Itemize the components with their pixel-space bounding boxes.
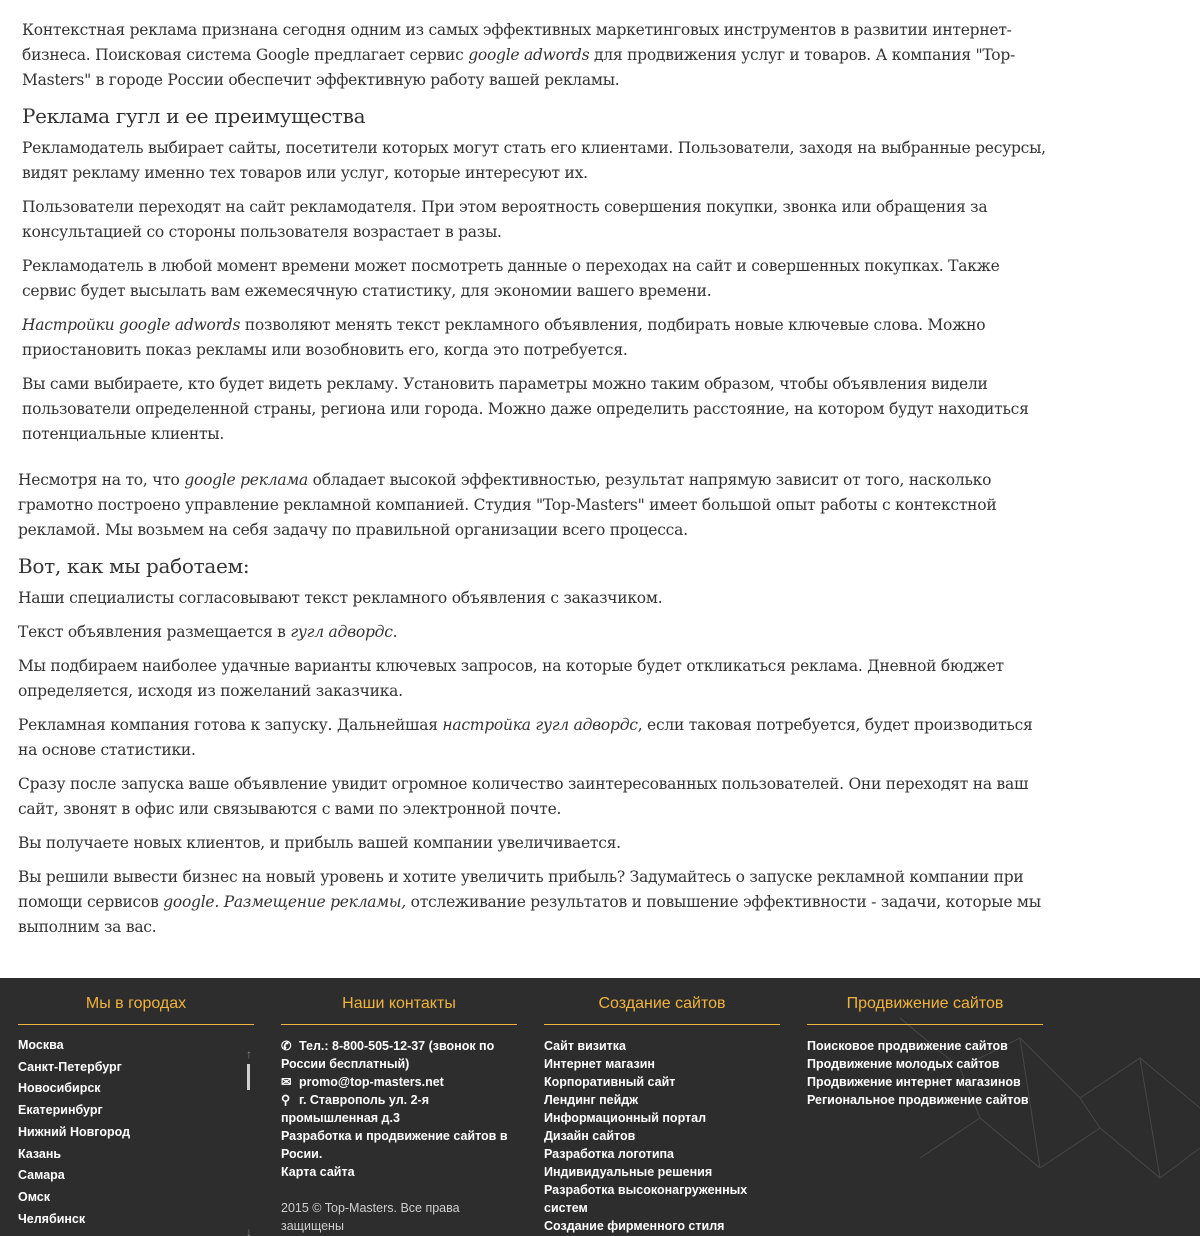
advantage-paragraph-3: Рекламодатель в любой момент времени может посмотреть данные о переходах на сайт и совершенных покупках. Также сервис будет высылать вам ежемесячную статистику, для экономии вашего времени. <box>22 257 1000 300</box>
creation-link[interactable]: Дизайн сайтов <box>544 1129 636 1143</box>
promotion-title: Продвижение сайтов <box>807 992 1043 1025</box>
heading-advantages: Реклама гугл и ее преимущества <box>22 104 366 128</box>
advantage-4-text: позволяют менять текст рекламного объявления, подбирать новые ключевые слова. Можно приостановить показ рекламы или возобновить его, когда это потребуется. <box>22 316 986 359</box>
sitemap-link[interactable]: Карта сайта <box>281 1165 355 1179</box>
advantage-paragraph-1: Рекламодатель выбирает сайты, посетители которых могут стать его клиентами. Пользователи, заходя на выбранные ресурсы, видят рекламу именно тех товаров или услуг, которые интересуют их. <box>22 139 1046 182</box>
step-paragraph-3: Мы подбираем наиболее удачные варианты ключевых запросов, на которые будет откликаться реклама. Дневной бюджет определяется, исходя из пожеланий заказчика. <box>18 657 1004 700</box>
step-2-text-a: Текст объявления размещается в <box>18 623 291 641</box>
step-4-text-a: Рекламная компания готова к запуску. Дальнейшая <box>18 716 443 734</box>
city-link[interactable]: Екатеринбург <box>18 1103 103 1118</box>
city-link[interactable]: Челябинск <box>18 1211 86 1226</box>
step-4-emphasis: настройка гугл адвордс <box>442 716 638 734</box>
creation-link[interactable]: Лендинг пейдж <box>544 1093 639 1107</box>
city-link[interactable]: Санкт-Петербург <box>18 1059 122 1074</box>
map-marker-icon: ⚲ <box>281 1093 291 1107</box>
site-footer <box>0 978 1200 1236</box>
closing-paragraph <box>18 865 1048 940</box>
city-link[interactable]: Москва <box>18 1038 64 1052</box>
promotion-link[interactable]: Продвижение молодых сайтов <box>807 1057 1000 1071</box>
creation-link[interactable]: Корпоративный сайт <box>544 1075 676 1089</box>
summary-text-a: Несмотря на то, что <box>18 471 185 489</box>
creation-link[interactable]: Разработка логотипа <box>544 1147 675 1161</box>
step-paragraph-5: Сразу после запуска ваше объявление увидит огромное количество заинтересованных пользователей. Они переходят на ваш сайт, звонят в офис или связываются с вами по электронной почте. <box>18 775 1029 818</box>
city-link[interactable]: Новосибирск <box>18 1081 101 1096</box>
envelope-icon: ✉ <box>281 1075 292 1089</box>
closing-emphasis: google. Размещение рекламы, <box>163 893 406 911</box>
contacts-list <box>281 1037 517 1181</box>
step-paragraph-1: Наши специалисты согласовывают текст рекламного объявления с заказчиком. <box>18 589 663 607</box>
footer-contacts-column <box>281 992 517 1235</box>
dev-link[interactable]: Разработка и продвижение сайтов в Росии. <box>281 1129 508 1161</box>
promotion-list <box>807 1037 1043 1109</box>
summary-paragraph <box>18 468 1048 543</box>
footer-creation-column <box>544 992 780 1235</box>
footer-cities-column <box>18 992 254 1236</box>
city-link[interactable]: Омск <box>18 1189 51 1204</box>
city-link[interactable]: Самара <box>18 1168 65 1183</box>
email-item[interactable] <box>281 1073 517 1091</box>
promotion-link[interactable]: Продвижение интернет магазинов <box>807 1075 1021 1089</box>
promotion-link[interactable]: Поисковое продвижение сайтов <box>807 1039 1008 1053</box>
creation-link[interactable]: Интернет магазин <box>544 1057 655 1071</box>
intro-paragraph <box>22 18 1052 93</box>
step-paragraph-4 <box>18 713 1048 763</box>
intro-text-a: Контекстная реклама признана сегодня одним из самых эффективных маркетинговых инструментов в развитии интернет-бизнеса. Поисковая система Google предлагает сервис <box>22 21 1012 64</box>
scrollbar-thumb[interactable] <box>247 1064 250 1090</box>
step-2-emphasis: гугл адвордс <box>290 623 393 641</box>
step-2-text-b: . <box>392 623 398 641</box>
article-block-top <box>22 18 1052 456</box>
scroll-down-arrow-icon[interactable]: ↓ <box>246 1225 252 1236</box>
intro-text-b: для продвижения услуг и товаров. А компания "Top-Masters" в городе России обеспечит эффективную работу вашей рекламы. <box>22 46 1016 89</box>
footer-promotion-column <box>807 992 1043 1109</box>
copyright-text: 2015 © Top-Masters. Все права защищены <box>281 1201 460 1233</box>
phone-item <box>281 1037 517 1073</box>
creation-link[interactable]: Информационный портал <box>544 1111 707 1125</box>
advantage-paragraph-4 <box>22 313 1052 363</box>
contacts-title: Наши контакты <box>281 992 517 1025</box>
creation-link[interactable]: Разработка высоконагруженных систем <box>544 1183 748 1215</box>
cities-list <box>18 1035 254 1230</box>
article-block-bottom <box>18 468 1048 949</box>
closing-text-b: отслеживание результатов и повышение эффективности - задачи, которые мы выполним за вас. <box>18 893 1041 936</box>
city-link[interactable]: Нижний Новгород <box>18 1124 131 1139</box>
intro-emphasis: google adwords <box>468 46 590 64</box>
scroll-up-arrow-icon[interactable]: ↑ <box>246 1047 252 1061</box>
address-text: г. Ставрополь ул. 2-я промышленная д.3 <box>281 1093 430 1125</box>
address-item <box>281 1091 517 1127</box>
email-text[interactable]: promo@top-masters.net <box>299 1075 444 1089</box>
step-paragraph-6: Вы получаете новых клиентов, и прибыль вашей компании увеличивается. <box>18 834 621 852</box>
summary-text-b: обладает высокой эффективностью, результат напрямую зависит от того, насколько грамотно построено управление рекламной компанией. Студия "Top-Masters" имеет большой опыт работы с контекстной рекламой. Мы возьмем на себя задачу по правильной организации всего процесса. <box>18 471 997 539</box>
summary-emphasis: google реклама <box>184 471 308 489</box>
advantage-paragraph-2: Пользователи переходят на сайт рекламодателя. При этом вероятность совершения покупки, звонка или обращения за консультацией со стороны пользователя возрастает в разы. <box>22 198 988 241</box>
step-4-text-b: , если таковая потребуется, будет производиться на основе статистики. <box>18 716 1033 759</box>
creation-link[interactable]: Индивидуальные решения <box>544 1165 713 1179</box>
step-paragraph-2 <box>18 620 1048 645</box>
phone-icon: ✆ <box>281 1039 292 1053</box>
creation-title: Создание сайтов <box>544 992 780 1025</box>
advantage-4-emphasis: Настройки google adwords <box>22 316 241 334</box>
creation-list <box>544 1037 780 1235</box>
cities-scrollbar[interactable] <box>244 1038 254 1236</box>
creation-link[interactable]: Создание фирменного стиля <box>544 1219 725 1233</box>
advantage-paragraph-5: Вы сами выбираете, кто будет видеть рекламу. Установить параметры можно таким образом, чтобы объявления видели пользователи определенной страны, региона или города. Можно даже определить расстояние, на котором будут находиться потенциальные клиенты. <box>22 375 1029 443</box>
creation-link[interactable]: Сайт визитка <box>544 1039 627 1053</box>
closing-text-a: Вы решили вывести бизнес на новый уровень и хотите увеличить прибыль? Задумайтесь о запуске рекламной компании при помощи сервисов <box>18 868 1024 911</box>
city-link[interactable]: Казань <box>18 1146 62 1161</box>
heading-how-we-work: Вот, как мы работаем: <box>18 554 250 578</box>
phone-text: Тел.: 8-800-505-12-37 (звонок по России бесплатный) <box>281 1039 495 1071</box>
cities-title: Мы в городах <box>18 992 254 1025</box>
promotion-link[interactable]: Региональное продвижение сайтов <box>807 1093 1029 1107</box>
